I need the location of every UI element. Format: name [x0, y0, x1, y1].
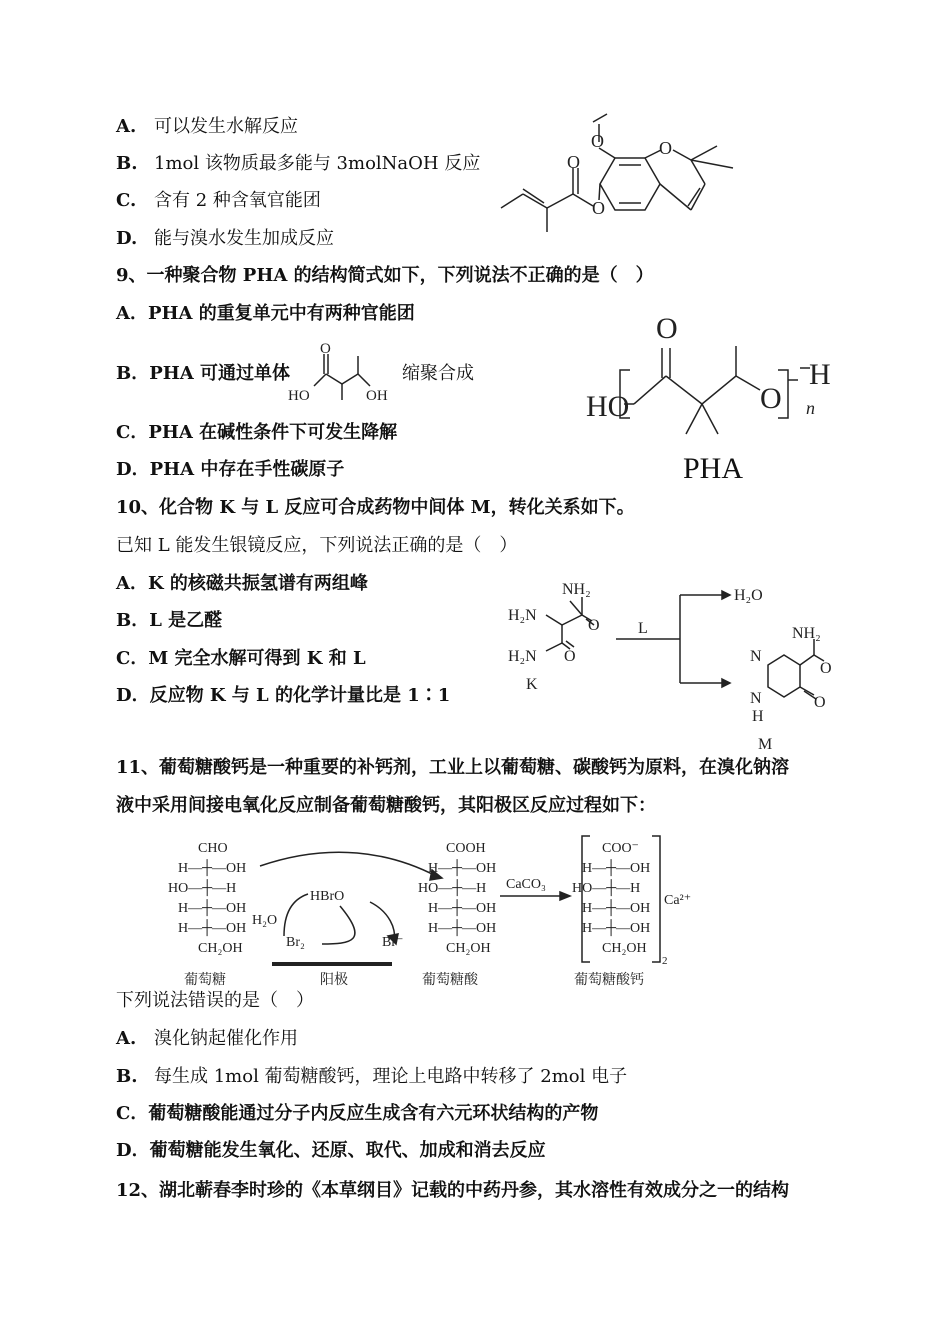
- q9-pha-o-chain: O: [760, 382, 782, 415]
- q9-option-b-pre: B．PHA 可通过单体: [116, 363, 290, 384]
- q11-acid-r1: H—┼—OH: [428, 861, 497, 876]
- q11-salt-top: COO⁻: [602, 841, 639, 856]
- q11-anode: 阳极: [320, 973, 348, 988]
- q11-glucose-name: 葡萄糖: [184, 973, 226, 988]
- q10-k-o-bot: O: [564, 648, 576, 665]
- q11-br-minus: Br⁻: [382, 935, 404, 950]
- q10-k-label: K: [526, 676, 538, 693]
- q9-monomer-ho: HO: [288, 388, 310, 404]
- q9-monomer-oh: OH: [366, 388, 388, 404]
- q9-monomer-o: O: [320, 341, 331, 357]
- q10-m-nh-h: H: [752, 708, 764, 725]
- q9-pha-o-carbonyl: O: [656, 312, 678, 345]
- q10-m-o-amide: O: [820, 660, 832, 677]
- q11-anode-scheme: [160, 832, 700, 992]
- q11-option-d: D．葡萄糖能发生氧化、还原、取代、加成和消去反应: [116, 1140, 546, 1161]
- q8-o-ring: O: [659, 138, 672, 158]
- q11-acid-r3: H—┼—OH: [428, 901, 497, 916]
- q10-scheme: [500, 575, 840, 755]
- q11-glucose-r2: HO—┼—H: [168, 881, 237, 896]
- q9-stem: 9、一种聚合物 PHA 的结构简式如下，下列说法不正确的是（ ）: [116, 265, 654, 286]
- q8-o-ester: O: [592, 198, 605, 218]
- q8-o-methoxy: O: [591, 131, 604, 151]
- q9-monomer-figure: [286, 340, 396, 406]
- q11-question: 下列说法错误的是（ ）: [116, 990, 314, 1011]
- q11-glucose-r4: H—┼—OH: [178, 921, 247, 936]
- q10-option-a: A．K 的核磁共振氢谱有两组峰: [116, 573, 368, 594]
- q9-option-b-post: 缩聚合成: [402, 363, 474, 384]
- q11-option-a: A. 溴化钠起催化作用: [116, 1028, 298, 1049]
- q9-pha-n: n: [806, 398, 815, 418]
- q11-h2o: H₂O: [252, 913, 278, 928]
- q8-o-carbonyl: O: [567, 152, 580, 172]
- q9-pha-h: H: [809, 358, 831, 391]
- q10-k-o-top: O: [588, 617, 600, 634]
- q10-m-nh-n: N: [750, 690, 762, 707]
- q11-salt-r1: H—┼—OH: [582, 861, 651, 876]
- q11-option-b: B. 每生成 1mol 葡萄糖酸钙，理论上电路中转移了 2mol 电子: [116, 1066, 628, 1087]
- q8-structure-figure: [495, 110, 755, 240]
- q11-acid-r2: HO—┼—H: [418, 881, 487, 896]
- q10-m-nh2: NH₂: [792, 625, 821, 642]
- q11-salt-r3: H—┼—OH: [582, 901, 651, 916]
- q8-option-a: A. 可以发生水解反应: [116, 116, 298, 137]
- q11-salt-r2: HO—┼—H: [572, 881, 641, 896]
- q11-glucose-r3: H—┼—OH: [178, 901, 247, 916]
- q11-hbro: HBrO: [310, 889, 345, 904]
- q10-m-label: M: [758, 736, 773, 753]
- q11-caco3: CaCO₃: [506, 877, 546, 892]
- q11-acid-bottom: CH₂OH: [446, 941, 491, 956]
- q10-stem-1: 10、化合物 K 与 L 反应可合成药物中间体 M，转化关系如下。: [116, 497, 635, 518]
- q10-k-h2n-bot: H₂N: [508, 648, 537, 665]
- q8-option-c: C. 含有 2 种含氧官能团: [116, 190, 321, 211]
- q11-salt-name: 葡萄糖酸钙: [574, 973, 644, 988]
- q10-l-label: L: [638, 620, 648, 637]
- q8-option-d: D. 能与溴水发生加成反应: [116, 228, 334, 249]
- q11-stem-2: 液中采用间接电氧化反应制备葡萄糖酸钙，其阳极区反应过程如下：: [116, 795, 656, 816]
- q8-option-b: B. 1mol 该物质最多能与 3molNaOH 反应: [116, 153, 481, 174]
- q11-stem-1: 11、葡萄糖酸钙是一种重要的补钙剂，工业上以葡萄糖、碳酸钙为原料，在溴化钠溶: [116, 757, 790, 778]
- q11-acid-r4: H—┼—OH: [428, 921, 497, 936]
- q11-glucose-r1: H—┼—OH: [178, 861, 247, 876]
- q9-pha-structure: [580, 310, 840, 440]
- q11-glucose-top: CHO: [198, 841, 228, 856]
- q10-m-n: N: [750, 648, 762, 665]
- q11-acid-name: 葡萄糖酸: [422, 973, 478, 988]
- q11-acid-top: COOH: [446, 841, 486, 856]
- q9-option-d: D．PHA 中存在手性碳原子: [116, 459, 345, 480]
- q11-glucose-bottom: CH₂OH: [198, 941, 243, 956]
- q11-salt-r4: H—┼—OH: [582, 921, 651, 936]
- q11-ca-ion: Ca²⁺: [664, 893, 692, 908]
- q10-option-c: C．M 完全水解可得到 K 和 L: [116, 648, 366, 669]
- q11-br2: Br₂: [286, 935, 305, 950]
- q10-k-nh2-top: NH₂: [562, 581, 591, 598]
- q10-m-o-ring: O: [814, 694, 826, 711]
- q9-option-a: A．PHA 的重复单元中有两种官能团: [116, 303, 415, 324]
- q9-pha-ho: HO: [586, 390, 630, 423]
- q10-stem-2: 已知 L 能发生银镜反应，下列说法正确的是（ ）: [116, 535, 518, 556]
- q10-h2o-label: H₂O: [734, 587, 763, 604]
- q9-pha-label: PHA: [683, 452, 744, 485]
- q11-option-c: C．葡萄糖酸能通过分子内反应生成含有六元环状结构的产物: [116, 1103, 599, 1124]
- q11-salt-subscript: 2: [662, 955, 668, 967]
- q10-option-b: B．L 是乙醛: [116, 610, 223, 631]
- q10-option-d: D．反应物 K 与 L 的化学计量比是 1∶1: [116, 685, 451, 706]
- q9-option-c: C．PHA 在碱性条件下可发生降解: [116, 422, 398, 443]
- q10-k-h2n-mid: H₂N: [508, 607, 537, 624]
- q12-stem: 12、湖北蕲春李时珍的《本草纲目》记载的中药丹参，其水溶性有效成分之一的结构: [116, 1180, 790, 1201]
- q11-salt-bottom: CH₂OH: [602, 941, 647, 956]
